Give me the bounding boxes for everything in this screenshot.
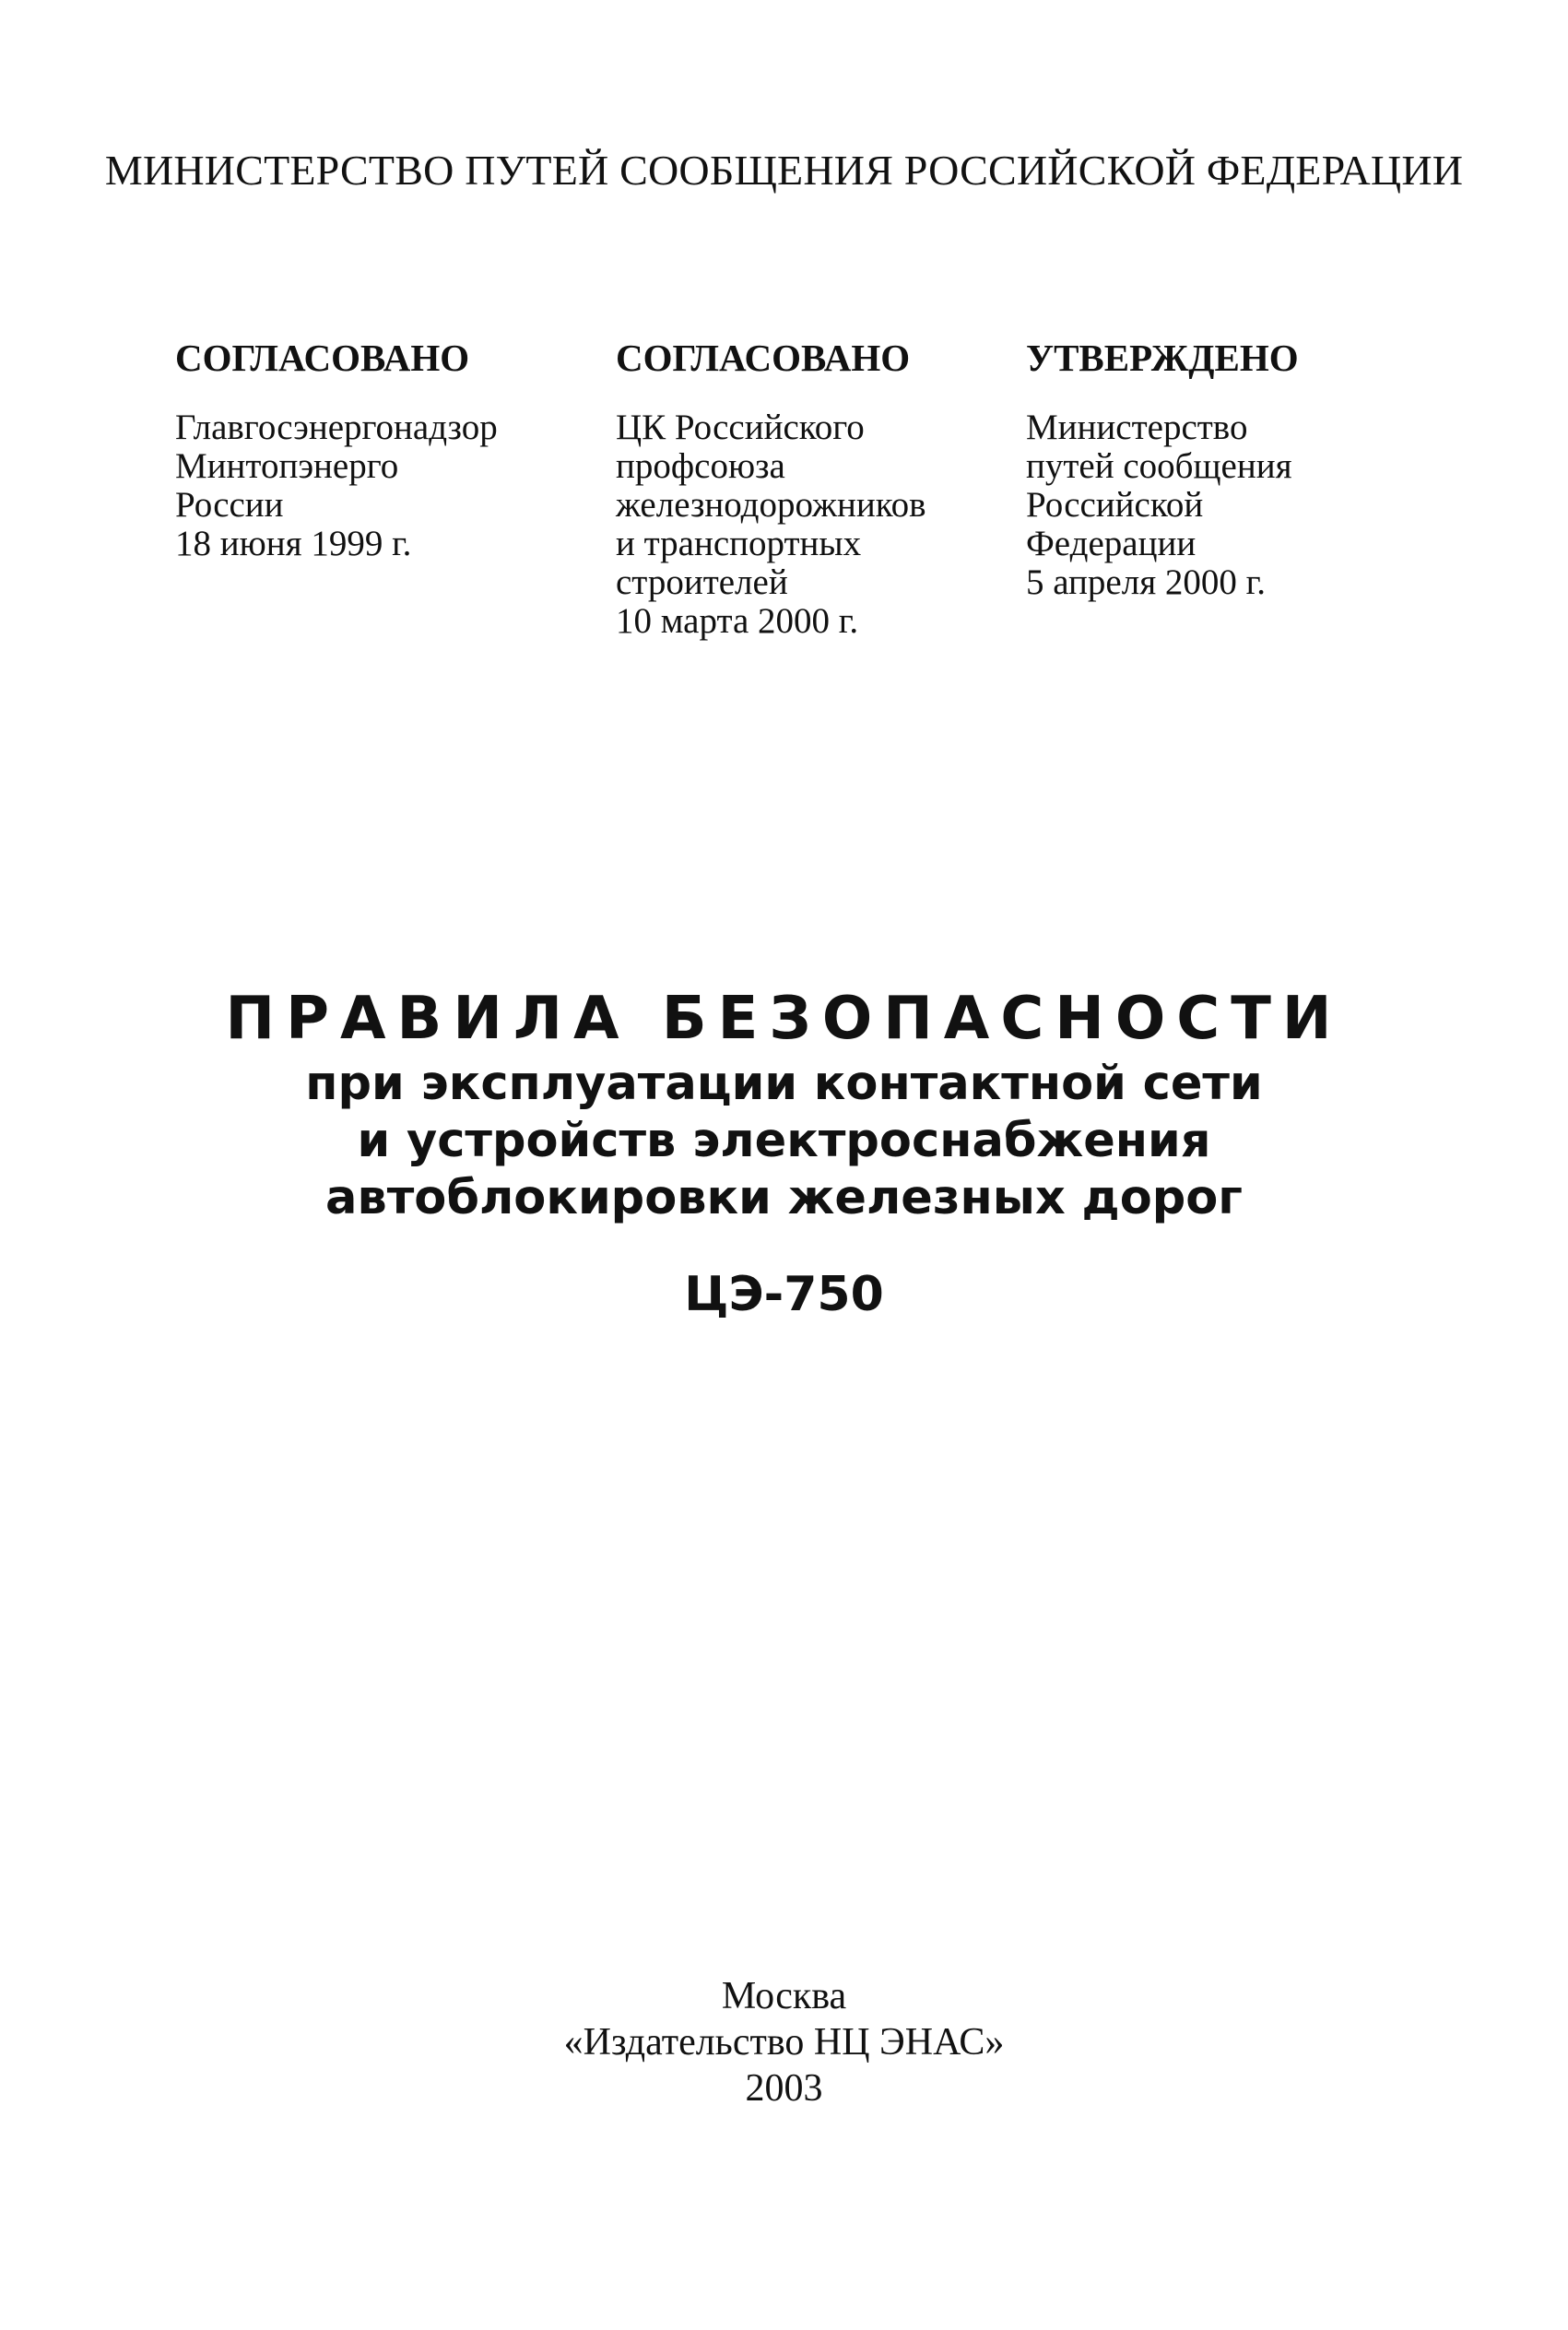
approval-block-glavgosenergonadzor bbox=[175, 339, 498, 563]
approval-line: Главгосэнергонадзор bbox=[175, 408, 498, 447]
title-subline: при эксплуатации контактной сети bbox=[305, 1057, 1263, 1111]
imprint-publisher: «Издательство НЦ ЭНАС» bbox=[563, 2021, 1005, 2064]
imprint-year: 2003 bbox=[745, 2067, 823, 2110]
approval-heading: СОГЛАСОВАНО bbox=[175, 337, 470, 379]
approval-heading: УТВЕРЖДЕНО bbox=[1026, 337, 1299, 379]
imprint bbox=[0, 1973, 1568, 2111]
approval-line: Министерство bbox=[1026, 408, 1248, 447]
approval-line: Российской bbox=[1026, 485, 1204, 525]
approval-line: и транспортных bbox=[616, 524, 862, 563]
approval-date: 18 июня 1999 г. bbox=[175, 524, 412, 563]
title-subline: автоблокировки железных дорог bbox=[325, 1171, 1243, 1225]
approval-line: Федерации bbox=[1026, 524, 1197, 563]
approval-line: России bbox=[175, 485, 284, 525]
approval-heading: СОГЛАСОВАНО bbox=[616, 337, 911, 379]
approval-line: путей сообщения bbox=[1026, 446, 1292, 486]
imprint-city: Москва bbox=[721, 1975, 847, 2017]
title-subline: и устройств электроснабжения bbox=[357, 1114, 1211, 1168]
approval-block-ministry bbox=[1026, 339, 1299, 602]
approval-line: строителей bbox=[616, 562, 788, 602]
approval-line: ЦК Российского bbox=[616, 408, 865, 447]
approval-date: 10 марта 2000 г. bbox=[616, 601, 859, 641]
approval-line: профсоюза bbox=[616, 446, 785, 486]
approval-date: 5 апреля 2000 г. bbox=[1026, 562, 1266, 602]
ministry-header: МИНИСТЕРСТВО ПУТЕЙ СООБЩЕНИЯ РОССИЙСКОЙ ФЕДЕРАЦИИ bbox=[104, 147, 1464, 194]
title-main: ПРАВИЛА БЕЗОПАСНОСТИ bbox=[225, 985, 1343, 1053]
approval-line: Минтопэнерго bbox=[175, 446, 399, 486]
document-title bbox=[0, 982, 1568, 1227]
approval-block-trade-union bbox=[616, 339, 926, 641]
approval-line: железнодорожников bbox=[616, 485, 926, 525]
document-code: ЦЭ-750 bbox=[684, 1267, 884, 1322]
